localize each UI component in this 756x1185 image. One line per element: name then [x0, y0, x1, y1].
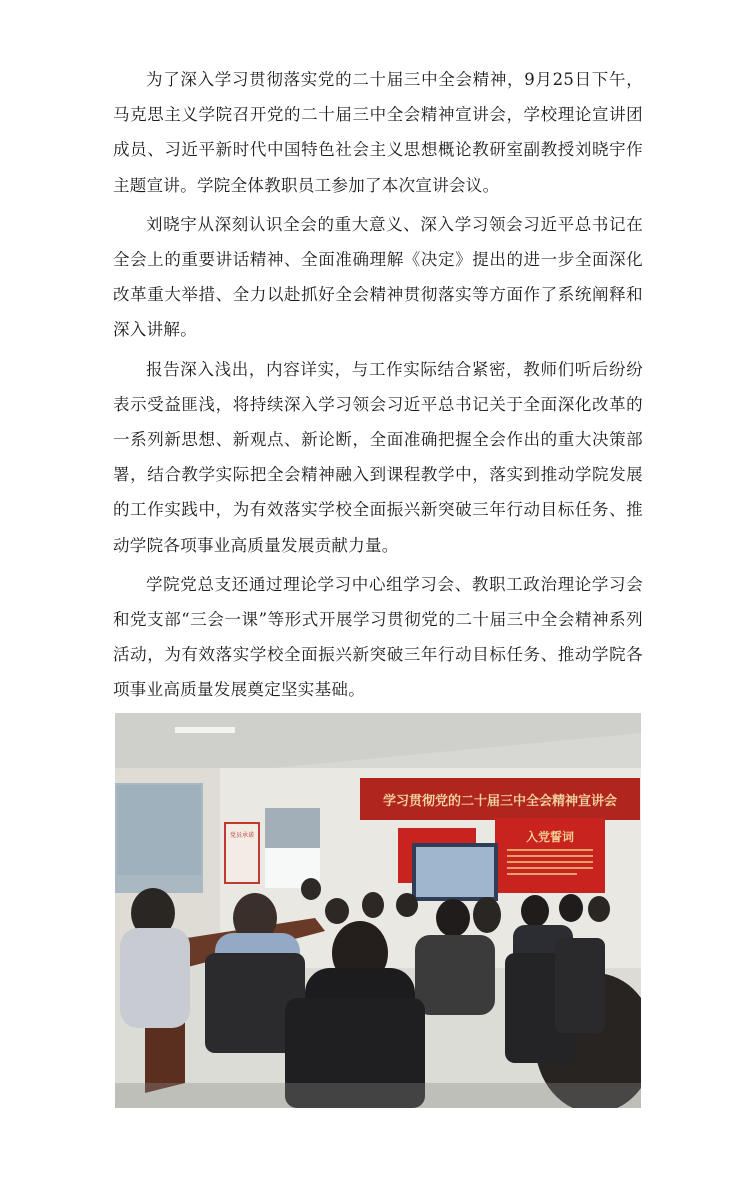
- paragraph-1: 为了深入学习贯彻落实党的二十届三中全会精神，9月25日下午，马克思主义学院召开党的二十届三中全会精神宣讲会，学校理论宣讲团成员、习近平新时代中国特色社会主义思想概论教研室副教授刘晓宇作主题宣讲。学院全体教职员工参加了本次宣讲会议。: [113, 70, 643, 195]
- paragraph-2: 刘晓宇从深刻认识全会的重大意义、深入学习领会习近平总书记在全会上的重要讲话精神、全面准确理解《决定》提出的进一步全面深化改革重大举措、全力以赴抓好全会精神贯彻落实等方面作了系统阐释和深入讲解。: [113, 214, 643, 340]
- article-body: [113, 62, 643, 712]
- wall-notice-title: 党员承诺: [229, 832, 255, 839]
- meeting-photo: [115, 713, 641, 1108]
- meeting-photo-illustration: [115, 713, 641, 1108]
- paragraph-4: 学院党总支还通过理论学习中心组学习会、教职工政治理论学习会和党支部“三会一课”等形式开展学习贯彻党的二十届三中全会精神系列活动，为有效落实学校全面振兴新突破三年行动目标任务、推动学院各项事业高质量发展奠定坚实基础。: [113, 574, 643, 700]
- oath-poster-title: 入党誓词: [525, 830, 575, 844]
- paragraph-3: 报告深入浅出，内容详实，与工作实际结合紧密，教师们听后纷纷表示受益匪浅，将持续深入学习领会习近平总书记关于全面深化改革的一系列新思想、新观点、新论断，全面准确把握全会作出的重大决策部署，结合教学实际把全会精神融入到课程教学中，落实到推动学院发展的工作实践中，为有效落实学校全面振兴新突破三年行动目标任务、推动学院各项事业高质量发展贡献力量。: [113, 359, 643, 555]
- banner-text: 学习贯彻党的二十届三中全会精神宣讲会: [382, 794, 618, 809]
